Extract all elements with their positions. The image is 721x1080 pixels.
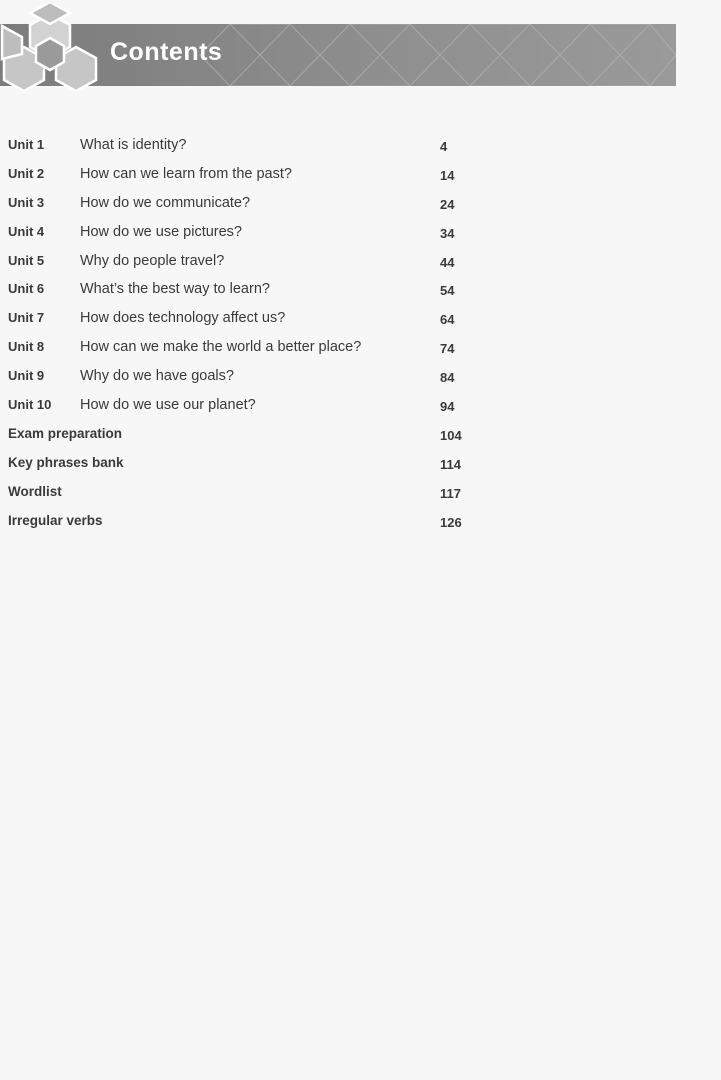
page-number: 74 — [440, 341, 455, 357]
page-number: 24 — [440, 196, 455, 212]
page-number: 94 — [440, 399, 455, 415]
toc-row-unit-7[interactable] — [8, 304, 478, 333]
section-title: Irregular verbs — [8, 512, 103, 528]
toc-row-unit-4[interactable] — [8, 218, 478, 247]
toc-row-unit-3[interactable] — [8, 189, 478, 218]
toc-row-key-phrases-bank[interactable] — [8, 449, 478, 478]
page-number: 44 — [440, 254, 455, 270]
toc-row-irregular-verbs[interactable] — [8, 507, 478, 536]
unit-label: Unit 7 — [8, 310, 45, 326]
unit-title: How can we make the world a better place? — [80, 339, 362, 356]
unit-label: Unit 8 — [8, 339, 45, 355]
unit-title: How do we use pictures? — [80, 223, 242, 240]
toc-row-exam-preparation[interactable] — [8, 420, 478, 449]
toc-row-unit-9[interactable] — [8, 362, 478, 391]
toc-row-unit-1[interactable] — [8, 131, 478, 160]
hexagon-cluster-icon — [0, 4, 100, 104]
unit-title: Why do people travel? — [80, 252, 225, 269]
unit-label: Unit 9 — [8, 368, 45, 384]
unit-label: Unit 10 — [8, 397, 52, 413]
unit-label: Unit 2 — [8, 165, 45, 181]
page-number: 126 — [440, 514, 462, 530]
unit-title: Why do we have goals? — [80, 368, 234, 385]
toc-row-unit-5[interactable] — [8, 247, 478, 276]
unit-title: How can we learn from the past? — [80, 165, 292, 182]
hexagon-pattern-decoration — [0, 24, 676, 86]
toc-row-unit-6[interactable] — [8, 275, 478, 304]
unit-label: Unit 3 — [8, 194, 45, 210]
section-title: Wordlist — [8, 483, 62, 499]
unit-label: Unit 4 — [8, 223, 45, 239]
page-number: 34 — [440, 225, 455, 241]
unit-title: What is identity? — [80, 137, 187, 153]
page-title: Contents — [110, 38, 223, 66]
unit-title: How do we communicate? — [80, 194, 251, 211]
unit-title: How do we use our planet? — [80, 397, 256, 414]
page-number: 84 — [440, 370, 455, 386]
toc-row-unit-8[interactable] — [8, 333, 478, 362]
unit-title: What’s the best way to learn? — [80, 281, 270, 298]
section-title: Exam preparation — [8, 425, 123, 441]
page-number: 54 — [440, 283, 455, 299]
page-number: 64 — [440, 312, 455, 328]
section-title: Key phrases bank — [8, 454, 124, 470]
unit-label: Unit 1 — [8, 137, 45, 152]
page-number: 14 — [440, 167, 455, 183]
toc-row-wordlist[interactable] — [8, 478, 478, 507]
toc-row-unit-10[interactable] — [8, 391, 478, 420]
unit-label: Unit 6 — [8, 281, 45, 297]
page-number: 4 — [440, 139, 448, 154]
table-of-contents — [8, 131, 478, 535]
toc-row-unit-2[interactable] — [8, 160, 478, 189]
contents-header-bar — [0, 24, 676, 86]
unit-label: Unit 5 — [8, 252, 45, 268]
page-number: 104 — [440, 427, 462, 443]
unit-title: How does technology affect us? — [80, 310, 286, 327]
page-number: 114 — [440, 456, 461, 472]
page-number: 117 — [440, 485, 461, 501]
